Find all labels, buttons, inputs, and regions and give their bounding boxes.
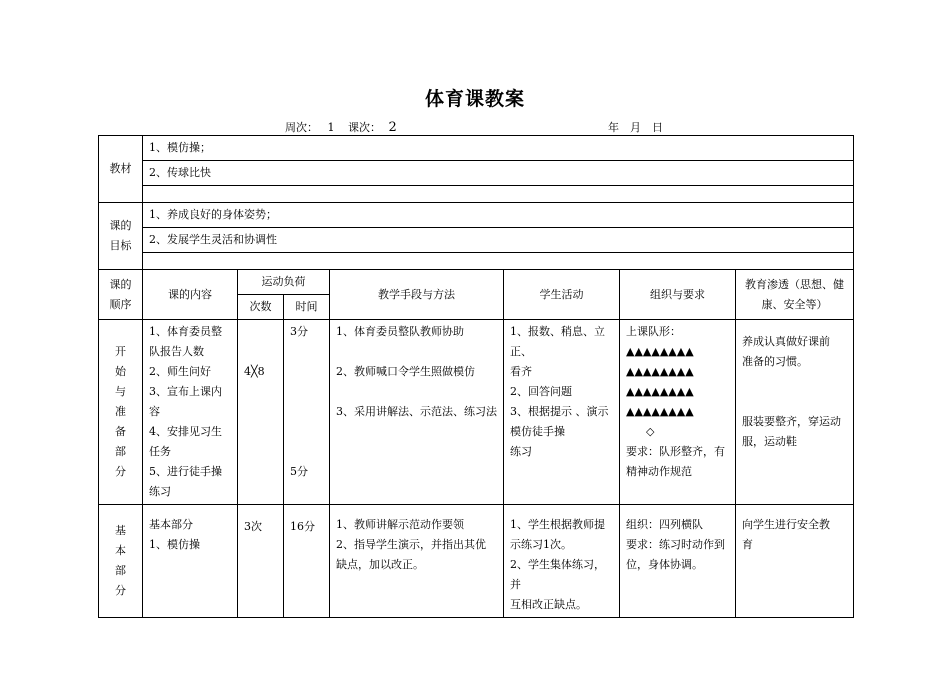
teacher-position-icon: ◇: [646, 425, 655, 438]
section-start-content: 1、体育委员整 队报告人数 2、师生问好 3、宣布上课内 容 4、安排见习生 任务 5、进行徒手操 练习: [143, 320, 238, 505]
lesson-info: [348, 119, 397, 135]
header-methods: 教学手段与方法: [330, 270, 504, 320]
formation-row: ▲▲▲▲▲▲▲▲: [626, 385, 694, 398]
section-start-count: 4╳8: [238, 320, 284, 505]
formation-row: ▲▲▲▲▲▲▲▲: [626, 345, 694, 358]
objective-item: 1、养成良好的身体姿势；: [143, 203, 854, 228]
header-student: 学生活动: [504, 270, 620, 320]
header-load: 运动负荷: [238, 270, 330, 295]
section-basic-education: 向学生进行安全教 育: [736, 505, 854, 618]
section-start-time: 3分 5分: [284, 320, 330, 505]
section-basic-student: 1、学生根据教师提 示练习1次。 2、学生集体练习，并 互相改正缺点。: [504, 505, 620, 618]
objectives-row: [99, 203, 854, 228]
table-header-row: [99, 270, 854, 295]
material-label: 教材: [99, 136, 143, 203]
section-start-methods: 1、体育委员整队教师协助 2、教师喊口令学生照做模仿 3、采用讲解法、示范法、练习法: [330, 320, 504, 505]
formation-row: ▲▲▲▲▲▲▲▲: [626, 365, 694, 378]
material-row: [99, 136, 854, 161]
section-basic-content: 基本部分 1、模仿操: [143, 505, 238, 618]
material-item: 2、传球比快: [143, 161, 854, 186]
material-item: 1、模仿操；: [143, 136, 854, 161]
header-content: 课的内容: [143, 270, 238, 320]
section-basic-label: 基 本 部 分: [99, 505, 143, 618]
header-load-count: 次数: [238, 295, 284, 320]
objective-item: 2、发展学生灵活和协调性: [143, 228, 854, 253]
formation-row: ▲▲▲▲▲▲▲▲: [626, 405, 694, 418]
header-organization: 组织与要求: [620, 270, 736, 320]
header-order: 课的 顺序: [99, 270, 143, 320]
date-field: 年 月 日: [608, 121, 663, 134]
section-basic-row: [99, 505, 854, 618]
header-education: 教育渗透（思想、健康、安全等）: [736, 270, 854, 320]
section-basic-organization: 组织：四列横队 要求：练习时动作到 位，身体协调。: [620, 505, 736, 618]
lesson-plan-table: [98, 135, 854, 618]
objectives-label: 课的 目标: [99, 203, 143, 270]
lesson-label: 课次：: [348, 121, 381, 134]
section-start-row: [99, 320, 854, 505]
week-label: 周次：: [285, 121, 318, 134]
page-title: 体育课教案: [424, 88, 525, 110]
section-basic-time: 16分: [284, 505, 330, 618]
objective-item: [143, 253, 854, 270]
section-basic-methods: 1、教师讲解示范动作要领 2、指导学生演示，并指出其优 缺点，加以改正。: [330, 505, 504, 618]
section-basic-count: 3次: [238, 505, 284, 618]
section-start-student: 1、报数、稍息、立正、 看齐 2、回答问题 3、根据提示 、演示 模仿徒手操 练习: [504, 320, 620, 505]
section-start-label: 开 始 与 准 备 部 分: [99, 320, 143, 505]
material-item: [143, 186, 854, 203]
section-start-education: 养成认真做好课前 准备的习惯。 服装要整齐，穿运动 服，运动鞋: [736, 320, 854, 505]
week-info: [285, 119, 335, 135]
lesson-value: 2: [388, 120, 397, 135]
week-value: 1: [327, 121, 335, 134]
header-load-time: 时间: [284, 295, 330, 320]
section-start-organization: 上课队形： ▲▲▲▲▲▲▲▲ ▲▲▲▲▲▲▲▲ ▲▲▲▲▲▲▲▲ ▲▲▲▲▲▲▲▲ ◇ 要求：队形整齐，有 精神动作规范: [620, 320, 736, 505]
